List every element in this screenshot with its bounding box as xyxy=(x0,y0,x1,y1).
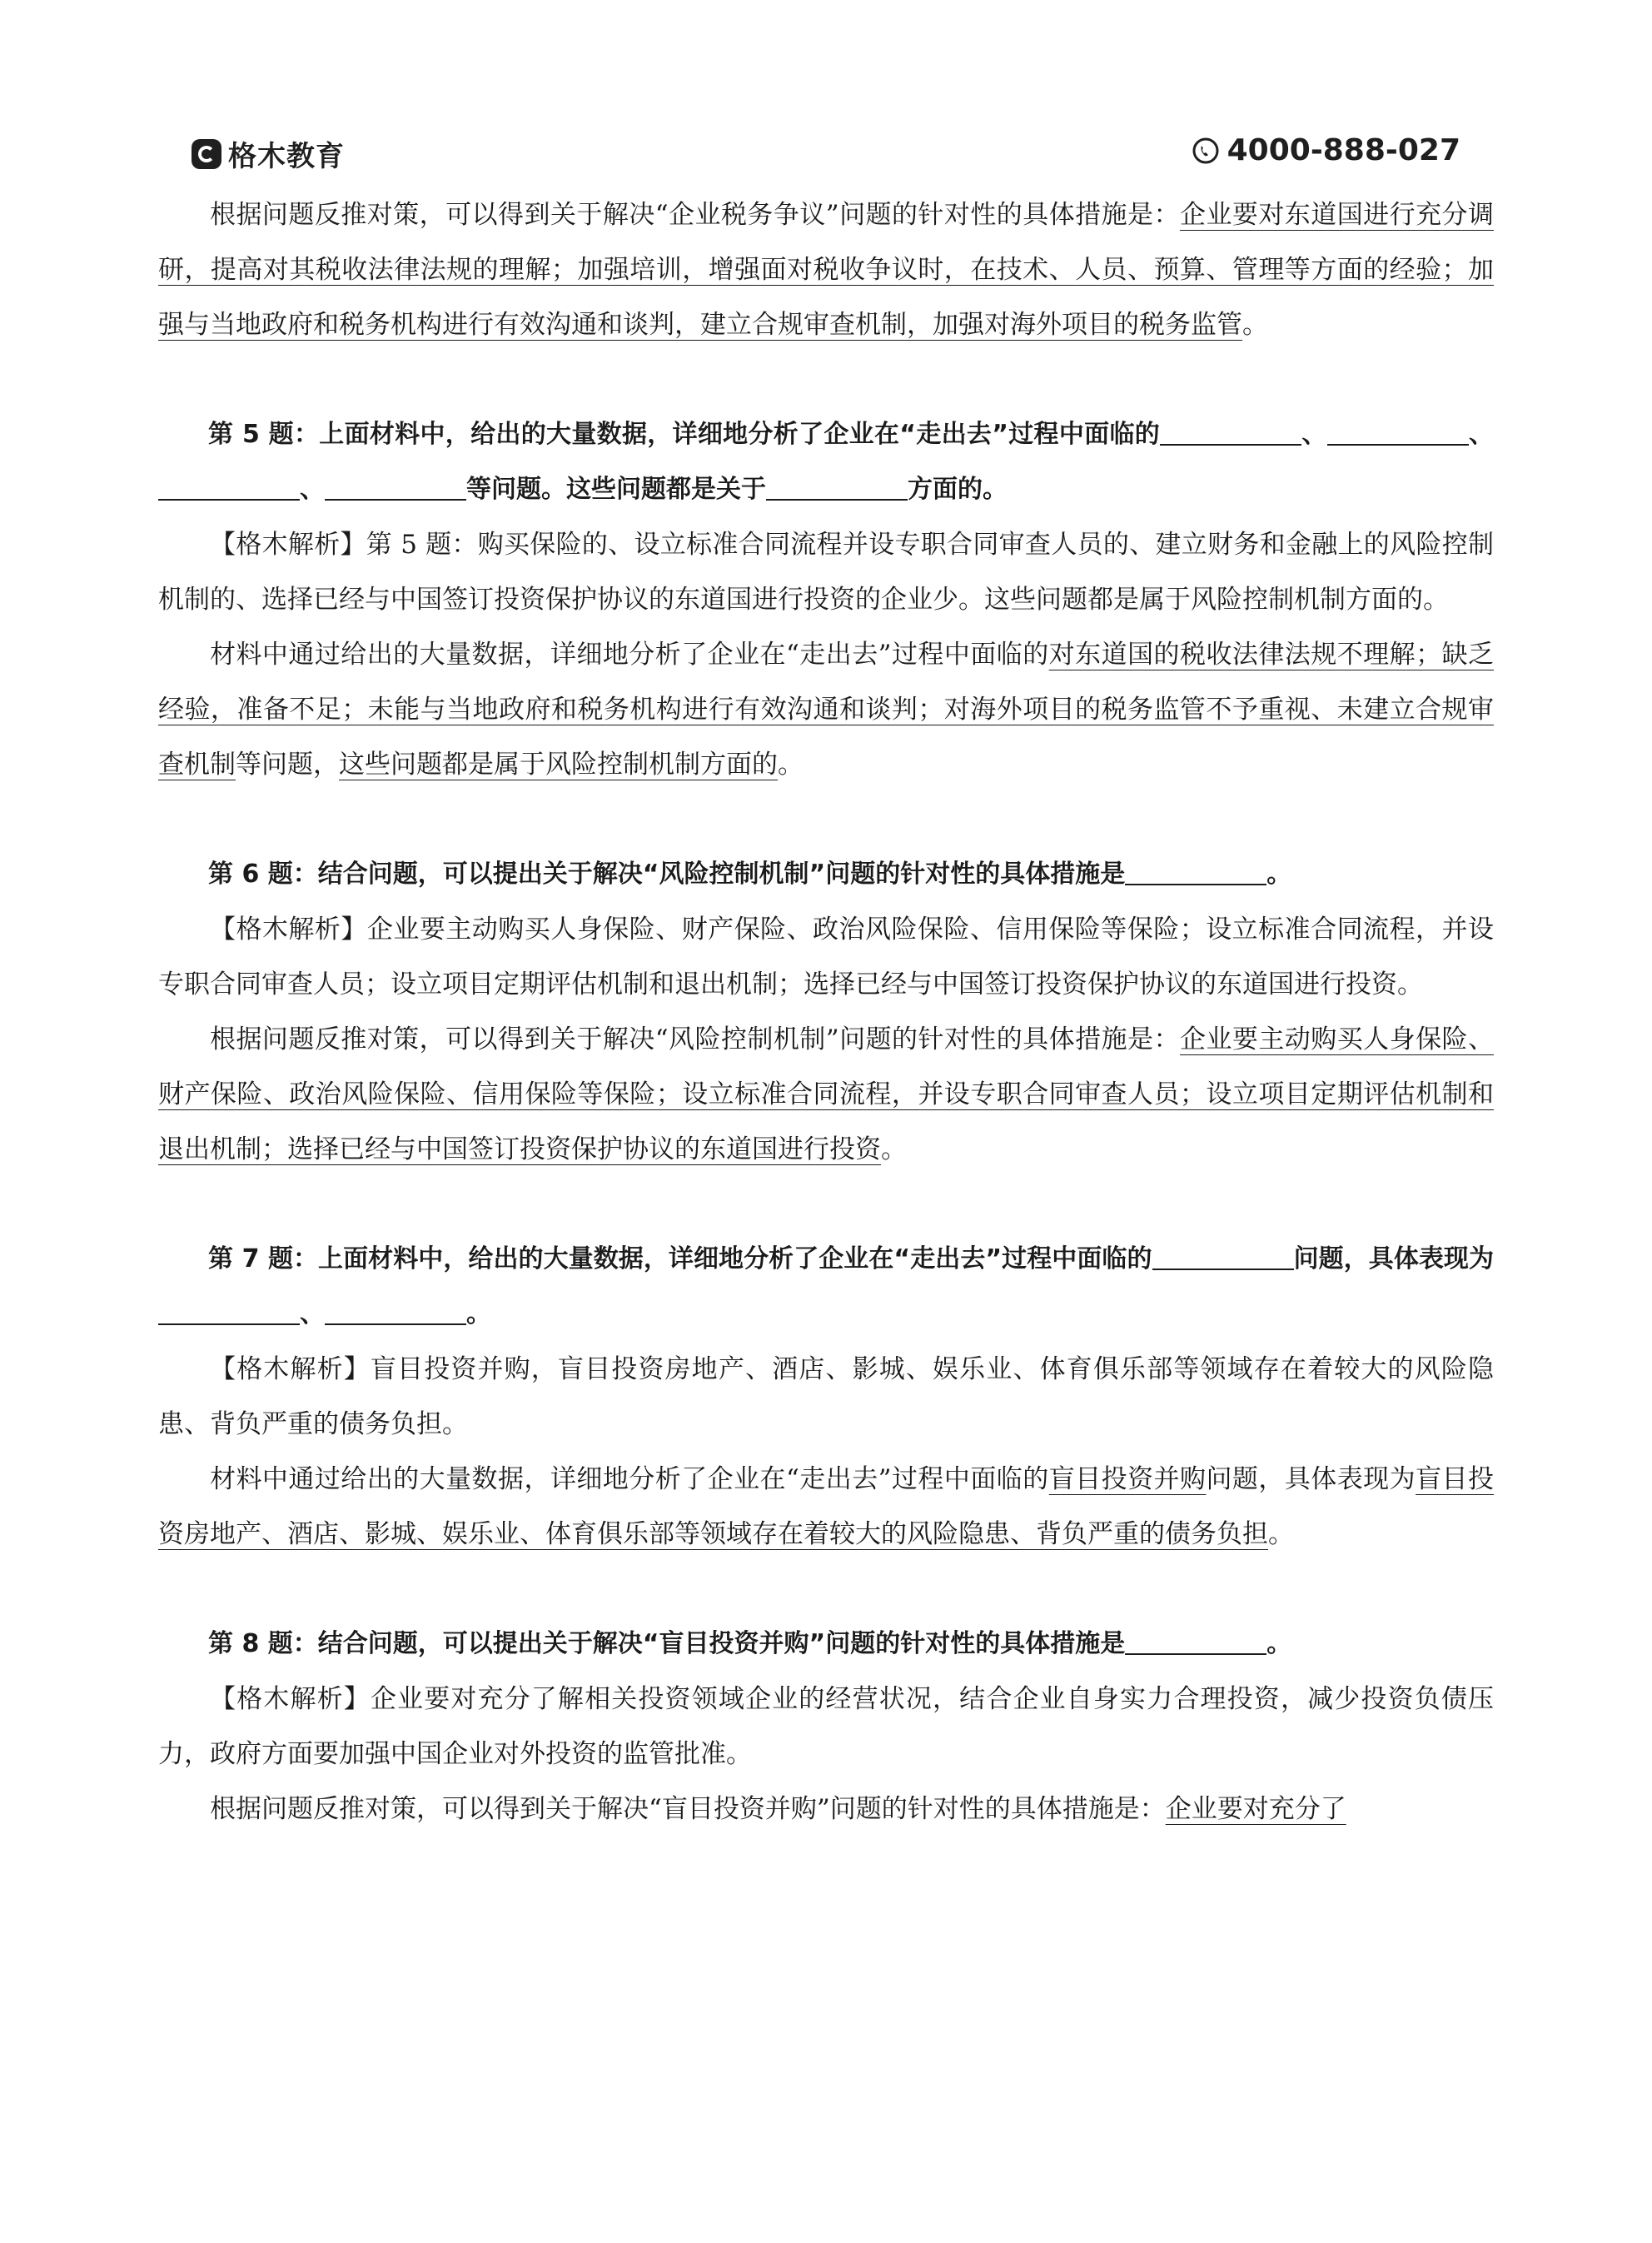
question-8: 第 8 题：结合问题，可以提出关于解决“盲目投资并购”问题的针对性的具体措施是 。 xyxy=(208,1629,1292,1658)
answer-blank[interactable] xyxy=(1125,859,1266,885)
logo-icon xyxy=(192,139,221,169)
explanation-7: 材料中通过给出的大量数据，详细地分析了企业在“走出去”过程中面临的盲目投资并购问题，具体表现为盲目投资房地产、酒店、影城、娱乐业、体育俱乐部等领域存在着较大的风险隐患、背负严重的债务负担。 xyxy=(158,1464,1495,1549)
paragraph-tax-measures: 根据问题反推对策，可以得到关于解决“企业税务争议”问题的针对性的具体措施是：企业要对东道国进行充分调研，提高对其税收法律法规的理解；加强培训，增强面对税收争议时，在技术、人员、预算、管理等方面的经验；加强与当地政府和税务机构进行有效沟通和谈判，建立合规审查机制，加强对海外项目的税务监管。 xyxy=(158,200,1494,340)
answer-blank[interactable] xyxy=(158,474,300,501)
answer-blank[interactable] xyxy=(158,1298,300,1325)
analysis-5: 【格木解析】第 5 题：购买保险的、设立标准合同流程并设专职合同审查人员的、建立财务和金融上的风险控制机制的、选择已经与中国签订投资保护协议的东道国进行投资的企业少。这些问题都是属于风险控制机制方面的。 xyxy=(158,530,1494,615)
phone-number: 4000-888-027 xyxy=(1227,133,1460,167)
answer-blank[interactable] xyxy=(1125,1628,1266,1655)
explanation-8: 根据问题反推对策，可以得到关于解决“盲目投资并购”问题的针对性的具体措施是：企业要对充分了 xyxy=(210,1794,1346,1824)
phone-icon xyxy=(1192,137,1219,164)
answer-blank[interactable] xyxy=(766,474,908,501)
question-7: 第 7 题：上面材料中，给出的大量数据，详细地分析了企业在“走出去”过程中面临的 问题，具体表现为、 。 xyxy=(158,1232,1494,1342)
analysis-7: 【格木解析】盲目投资并购，盲目投资房地产、酒店、影城、娱乐业、体育俱乐部等领域存在着较大的风险隐患、背负严重的债务负担。 xyxy=(158,1354,1494,1439)
page-header xyxy=(192,133,1460,175)
explanation-5: 材料中通过给出的大量数据，详细地分析了企业在“走出去”过程中面临的对东道国的税收法律法规不理解；缺乏经验，准备不足；未能与当地政府和税务机构进行有效沟通和谈判；对海外项目的税务监管不予重视、未建立合规审查机制等问题，这些问题都是属于风险控制机制方面的。 xyxy=(158,640,1494,780)
answer-blank[interactable] xyxy=(325,1298,466,1325)
answer-blank[interactable] xyxy=(1152,1244,1294,1270)
brand-logo xyxy=(192,133,345,174)
explanation-6: 根据问题反推对策，可以得到关于解决“风险控制机制”问题的针对性的具体措施是：企业要主动购买人身保险、财产保险、政治风险保险、信用保险等保险；设立标准合同流程，并设专职合同审查人员；设立项目定期评估机制和退出机制；选择已经与中国签订投资保护协议的东道国进行投资。 xyxy=(158,1024,1494,1164)
phone-contact xyxy=(1192,133,1460,167)
document-body xyxy=(158,187,1494,1837)
answer-blank[interactable] xyxy=(325,474,466,501)
question-6: 第 6 题：结合问题，可以提出关于解决“风险控制机制”问题的针对性的具体措施是 。 xyxy=(208,860,1292,889)
analysis-6: 【格木解析】企业要主动购买人身保险、财产保险、政治风险保险、信用保险等保险；设立标准合同流程，并设专职合同审查人员；设立项目定期评估机制和退出机制；选择已经与中国签订投资保护协议的东道国进行投资。 xyxy=(158,915,1494,999)
logo-text: 格木教育 xyxy=(228,140,345,173)
answer-blank[interactable] xyxy=(1327,419,1469,446)
question-5: 第 5 题：上面材料中，给出的大量数据，详细地分析了企业在“走出去”过程中面临的 、 、、 等问题。这些问题都是关于 方面的。 xyxy=(158,407,1494,517)
answer-blank[interactable] xyxy=(1160,419,1301,446)
analysis-8: 【格木解析】企业要对充分了解相关投资领域企业的经营状况，结合企业自身实力合理投资，减少投资负债压力，政府方面要加强中国企业对外投资的监管批准。 xyxy=(158,1684,1494,1769)
